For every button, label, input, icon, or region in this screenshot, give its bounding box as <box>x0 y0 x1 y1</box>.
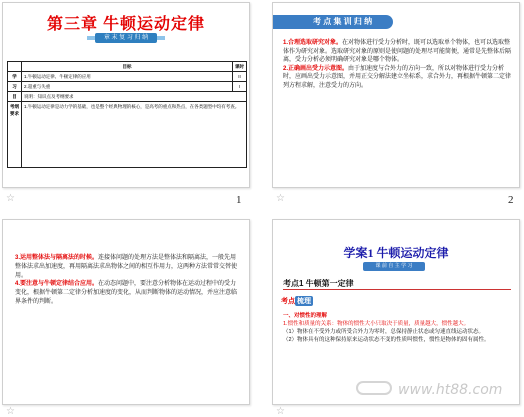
table-header-cell: 课时 <box>233 62 247 72</box>
table-cell: 2.超重与失重 <box>22 82 233 92</box>
paragraph-body: 在对物体进行受力分析时，既可以选取单个物体，也可以选取整体作为研究对象。选取研究对象的原则是使问题的处理尽可能简便，通常是先整体后隔离，受力分析必须明确研究对象是哪个物体。 <box>283 40 512 64</box>
slide-title: 学案1 牛顿运动定律 <box>343 246 449 260</box>
table-cell: 1.牛顿运动定律、牛顿定律的应用 <box>22 72 233 82</box>
list-item: （1）物体在不受外力或所受合外力为零时，总保持静止状态或匀速直线运动状态。 <box>283 329 485 335</box>
table-cell: 说明：知识点及考纲要求 <box>22 92 247 102</box>
table-row-label: 目 <box>8 92 22 102</box>
slide-title: 第三章 牛顿运动定律 <box>46 16 205 33</box>
section-header-bar: 考 点 集 训 归 纳 <box>273 15 393 29</box>
table-cell: II <box>233 72 247 82</box>
paragraph-lead: 4.要注意与牛顿定律结合应用。 <box>15 281 99 288</box>
topic-heading: 考点1 牛顿第一定律 <box>283 278 354 289</box>
slide-subtitle: 章 末 复 习 归 纳 <box>95 33 157 43</box>
paragraph-lead: 2.正确画出受力示意图。 <box>283 65 349 72</box>
paragraph-lead: 3.运用整体法与隔离法的时候。 <box>15 255 99 261</box>
slide-body <box>283 312 511 344</box>
list-item: 1.惯性和质量的关系：物体的惯性大小只取决于质量，质量越大，惯性越大。 <box>283 321 470 327</box>
star-icon: ☆ <box>6 193 15 204</box>
table-cell: I <box>233 82 247 92</box>
slide-2[interactable] <box>272 2 520 188</box>
learn-label: 考点 梳理 <box>281 298 311 305</box>
slide-body <box>15 254 241 307</box>
section-heading: 一、对惯性的理解 <box>283 313 328 319</box>
table-row-label: 习 <box>8 82 22 92</box>
paragraph-body: 由于加速度与合外力的方向一致，所以对物体进行受力分析时，应画出受力示意图，并用正交分解法建立坐标系，求合外力，再根据牛顿第二定律列方程求解，注意受力的方向。 <box>283 65 512 89</box>
slide-body <box>283 39 513 91</box>
paragraph-lead: 1.合理选取研究对象。 <box>283 40 343 46</box>
watermark-logo <box>356 381 392 395</box>
page-number: 1 <box>236 194 242 206</box>
slide-1[interactable] <box>2 2 250 188</box>
table-row-label: 考纲要求 <box>8 102 22 168</box>
paragraph-body: 在动态问题中，要注意分析物体在运动过程中的受力变化，根据牛顿第二定律分析加速度的变化，从而判断物体的运动情况，并应注意临界条件的判断。 <box>15 281 238 305</box>
table-cell: 1.牛顿运动定律是动力学的基础，也是整个经典物理的核心，是高考的重点和热点，在各类题型中均有考查。 <box>22 102 247 168</box>
star-icon: ☆ <box>276 193 285 204</box>
plan-table <box>7 61 247 168</box>
table-header-cell: 目标 <box>22 62 233 72</box>
page-number: 2 <box>508 194 514 206</box>
slide-3[interactable] <box>2 219 250 405</box>
learn-badge: 梳理 <box>297 298 311 305</box>
table-header-cell <box>8 62 22 72</box>
table-row-label: 学 <box>8 72 22 82</box>
slide-subtitle: 课 前 自 主 学 习 <box>363 262 425 271</box>
slide-4[interactable] <box>272 219 520 405</box>
star-icon: ☆ <box>6 406 15 417</box>
watermark-text: www.ht88.com <box>398 382 503 398</box>
paragraph-body: 连接体问题的处理方法是整体法和隔离法，一般先用整体法求出加速度，再用隔离法求出物体之间的相互作用力，这两种方法常常交替使用。 <box>15 255 238 279</box>
star-icon: ☆ <box>276 406 285 417</box>
list-item: （2）物体具有的这种保持原来运动状态不变的性质叫惯性，惯性是物体的固有属性。 <box>283 337 490 343</box>
